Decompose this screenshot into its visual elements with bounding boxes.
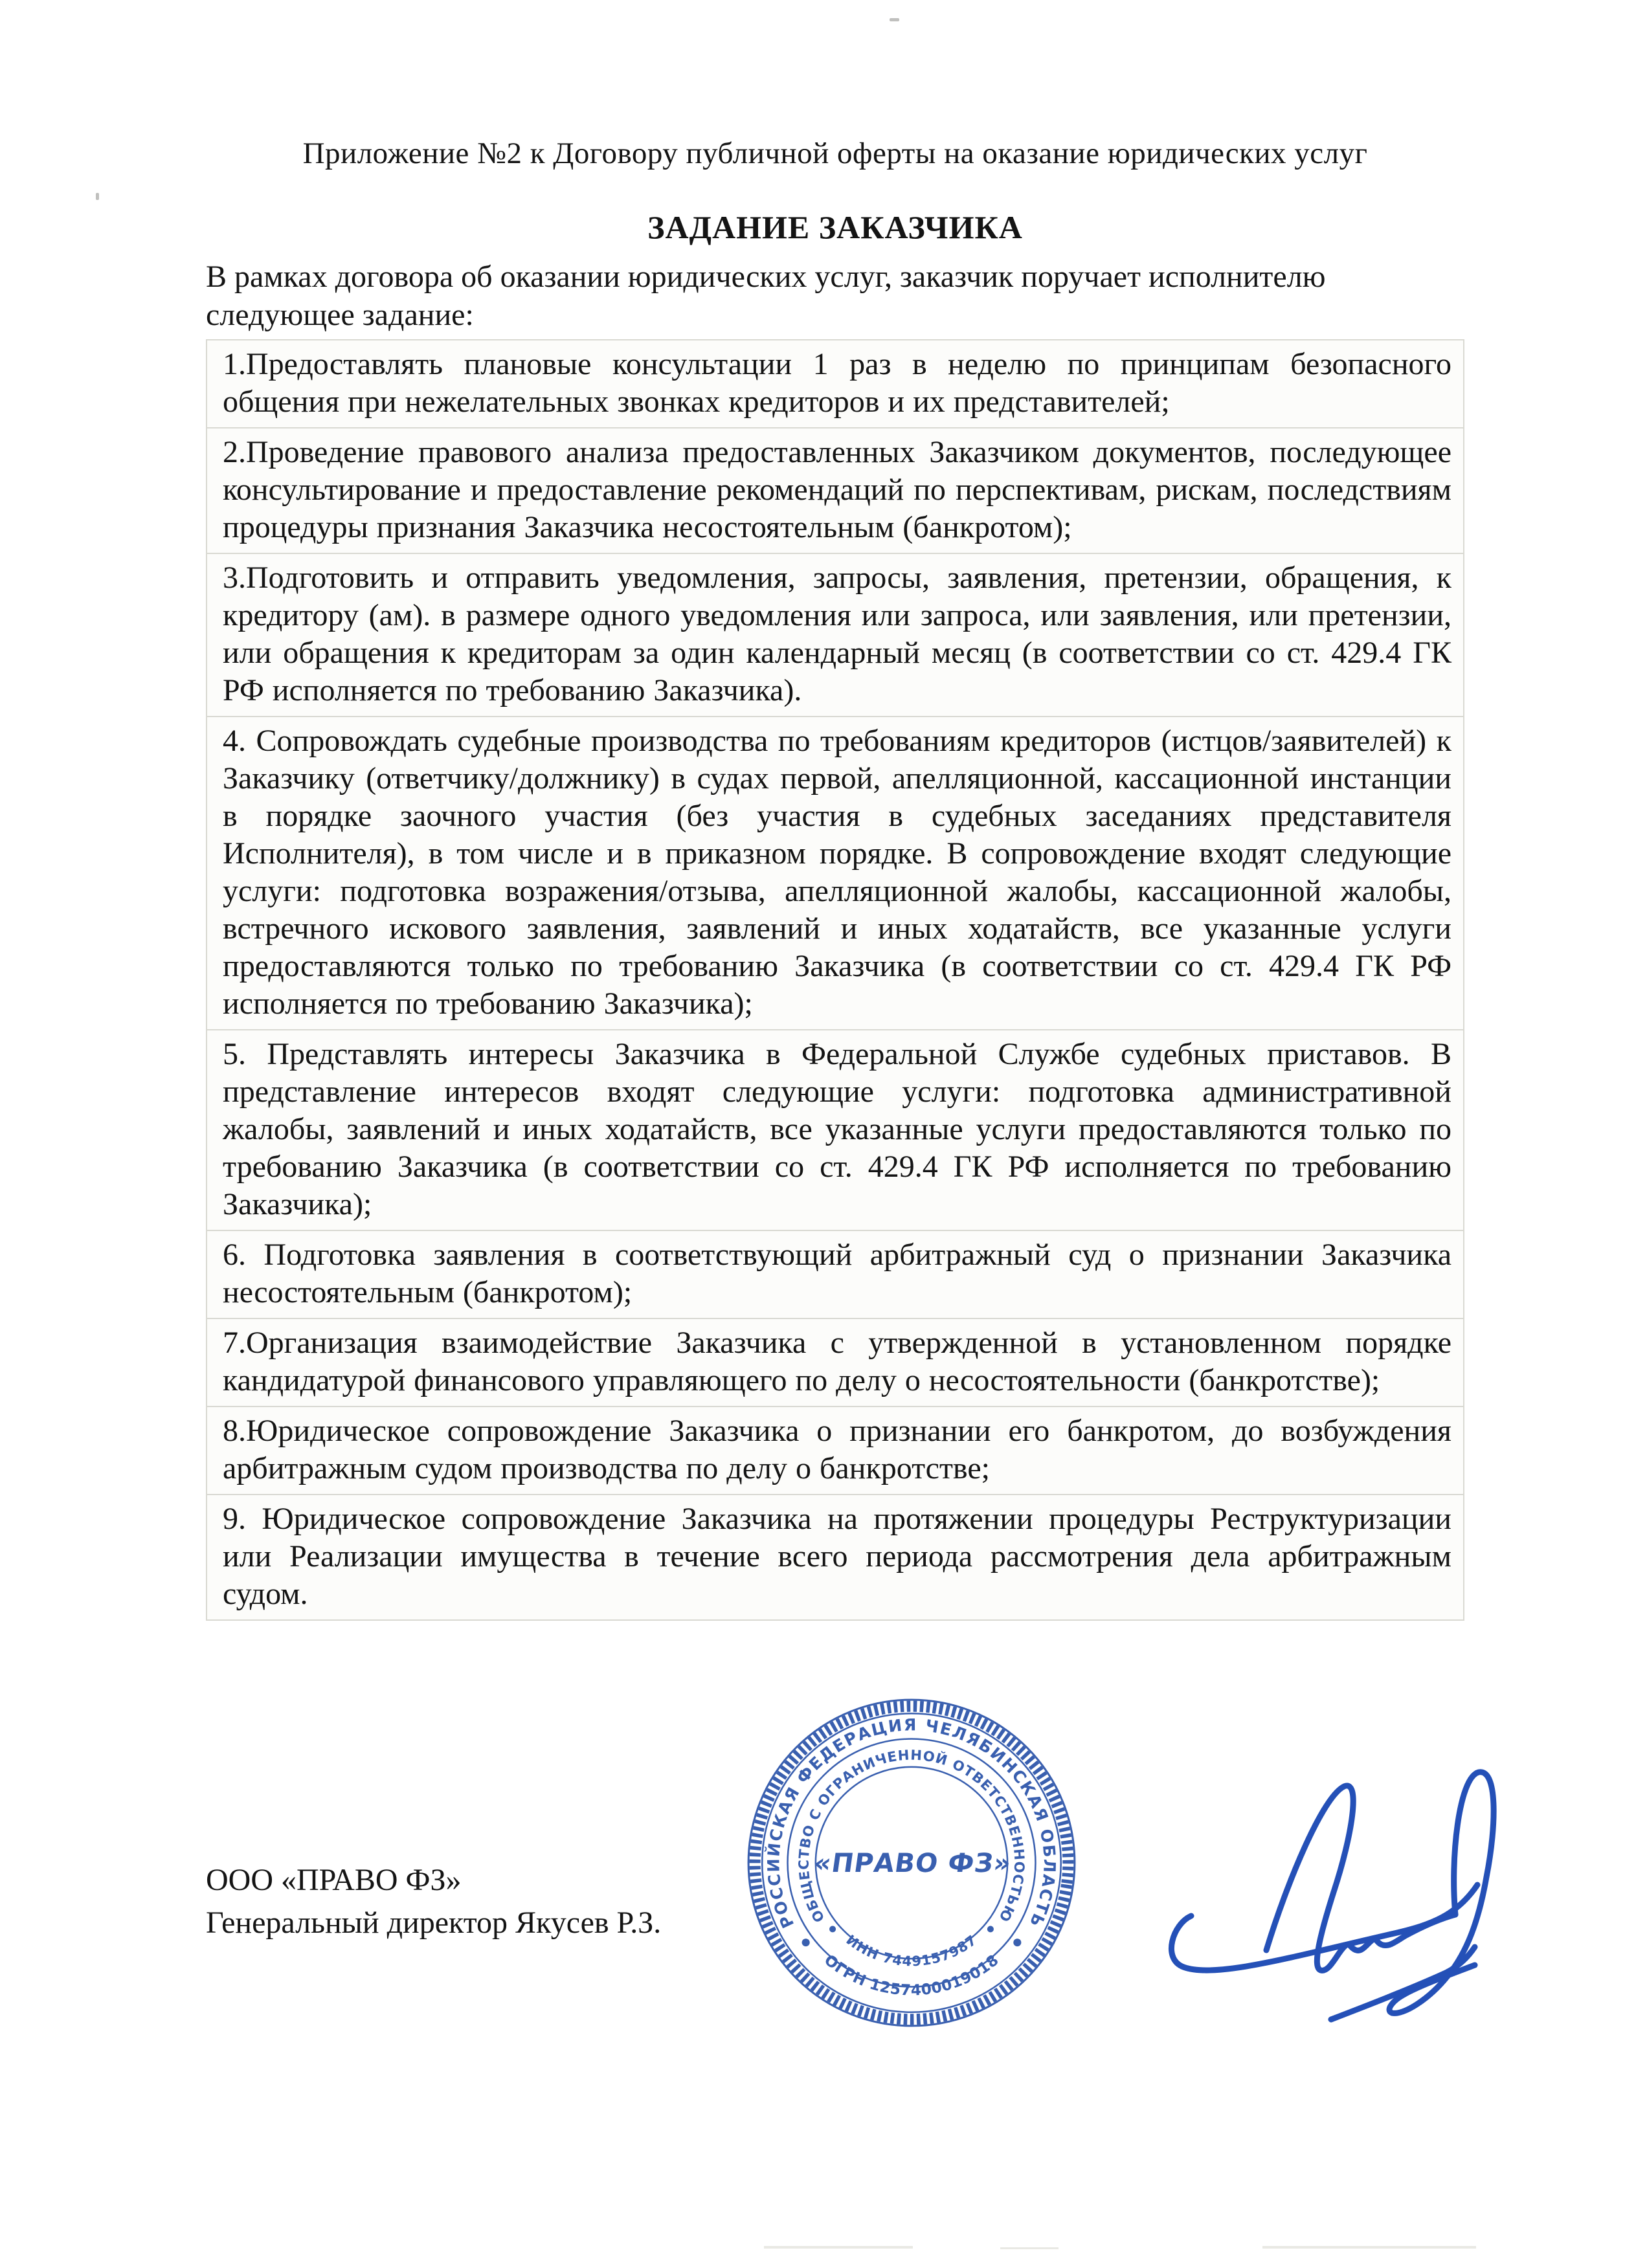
document-content (206, 0, 1464, 1621)
seal-region-text: РОССИЙСКАЯ ФЕДЕРАЦИЯ ЧЕЛЯБИНСКАЯ ОБЛАСТЬ (764, 1715, 1059, 1931)
document-header: Приложение №2 к Договору публичной оферты на оказание юридических услуг (302, 137, 1368, 170)
scan-artifact-line (764, 2246, 913, 2249)
signatory-line: Генеральный директор Якусев Р.З. (206, 1906, 662, 1940)
seal-bullet (802, 1939, 810, 1946)
task-row-4: 4. Сопровождать судебные производства по требованиям кредиторов (истцов/заявителей) к Заказчику (ответчику/должнику) в судах первой, апелляционной, кассационной инстанции в порядке заочного участия (без участия в судебных заседаниях представителя Исполнителя), в том числе и в приказном порядке. В сопровождение входят следующие услуги: подготовка возражения/отзыва, апелляционной жалобы, кассационной жалобы, встречного искового заявления, заявлений и иных ходатайств, все указанные услуги предоставляются только по требованию Заказчика (в соответствии со ст. 429.4 ГК РФ исполняется по требованию Заказчика); (206, 716, 1464, 1030)
scan-artifact-line (1262, 2246, 1476, 2249)
task-row-1: 1.Предоставлять плановые консультации 1 раз в неделю по принципам безопасного общения при нежелательных звонках кредиторов и их представителей; (206, 339, 1464, 428)
task-row-6: 6. Подготовка заявления в соответствующий арбитражный суд о признании Заказчика несостоятельным (банкротом); (206, 1230, 1464, 1319)
scan-artifact-line (1000, 2247, 1059, 2249)
task-row-9: 9. Юридическое сопровождение Заказчика на протяжении процедуры Реструктуризации или Реализации имущества в течение всего периода рассмотрения дела арбитражным судом. (206, 1494, 1464, 1621)
task-list (206, 339, 1464, 1621)
signature-block (206, 1859, 661, 1944)
task-row-8: 8.Юридическое сопровождение Заказчика о признании его банкротом, до возбуждения арбитражным судом производства по делу о банкротстве; (206, 1406, 1464, 1495)
company-name: ООО «ПРАВО ФЗ» (206, 1863, 462, 1897)
seal-company-form-text: ОБЩЕСТВО С ОГРАНИЧЕННОЙ ОТВЕТСТВЕННОСТЬЮ (795, 1746, 1028, 1926)
company-seal-icon (742, 1693, 1081, 2032)
seal-bullet (1013, 1939, 1021, 1946)
signature-icon (1093, 1727, 1546, 2063)
task-row-7: 7.Организация взаимодействие Заказчика с утвержденной в установленном порядке кандидатурой финансового управляющего по делу о несостоятельности (банкротстве); (206, 1318, 1464, 1407)
company-seal (742, 1693, 1081, 2032)
task-row-3: 3.Подготовить и отправить уведомления, запросы, заявления, претензии, обращения, к кредитору (ам). в размере одного уведомления или запроса, или заявления, или претензии, или обращения к кредиторам за один календарный месяц (в соответствии со ст. 429.4 ГК РФ исполняется по требованию Заказчика). (206, 553, 1464, 717)
scan-speck (890, 18, 899, 21)
intro-paragraph: В рамках договора об оказании юридических услуг, заказчик поручает исполнителю следующее задание: (206, 260, 1326, 332)
scan-speck (96, 193, 99, 200)
task-row-2: 2.Проведение правового анализа предоставленных Заказчиком документов, последующее консультирование и предоставление рекомендаций по перспективам, рискам, последствиям процедуры признания Заказчика несостоятельным (банкротом); (206, 427, 1464, 554)
seal-bullet (987, 1926, 994, 1932)
page-title: ЗАДАНИЕ ЗАКАЗЧИКА (647, 209, 1023, 245)
seal-company-name: «ПРАВО ФЗ» (812, 1847, 1014, 1879)
seal-inn-text: ИНН 7449157987 (843, 1931, 980, 1970)
seal-ogrn-text: ОГРН 1257400019018 (820, 1951, 1002, 1999)
task-row-5: 5. Представлять интересы Заказчика в Федеральной Службе судебных приставов. В представление интересов входят следующие услуги: подготовка административной жалобы, заявлений и иных ходатайств, все указанные услуги предоставляются только по требованию Заказчика (в соответствии со ст. 429.4 ГК РФ исполняется по требованию Заказчика); (206, 1029, 1464, 1231)
seal-bullet (829, 1926, 836, 1932)
signature (1093, 1727, 1546, 2063)
